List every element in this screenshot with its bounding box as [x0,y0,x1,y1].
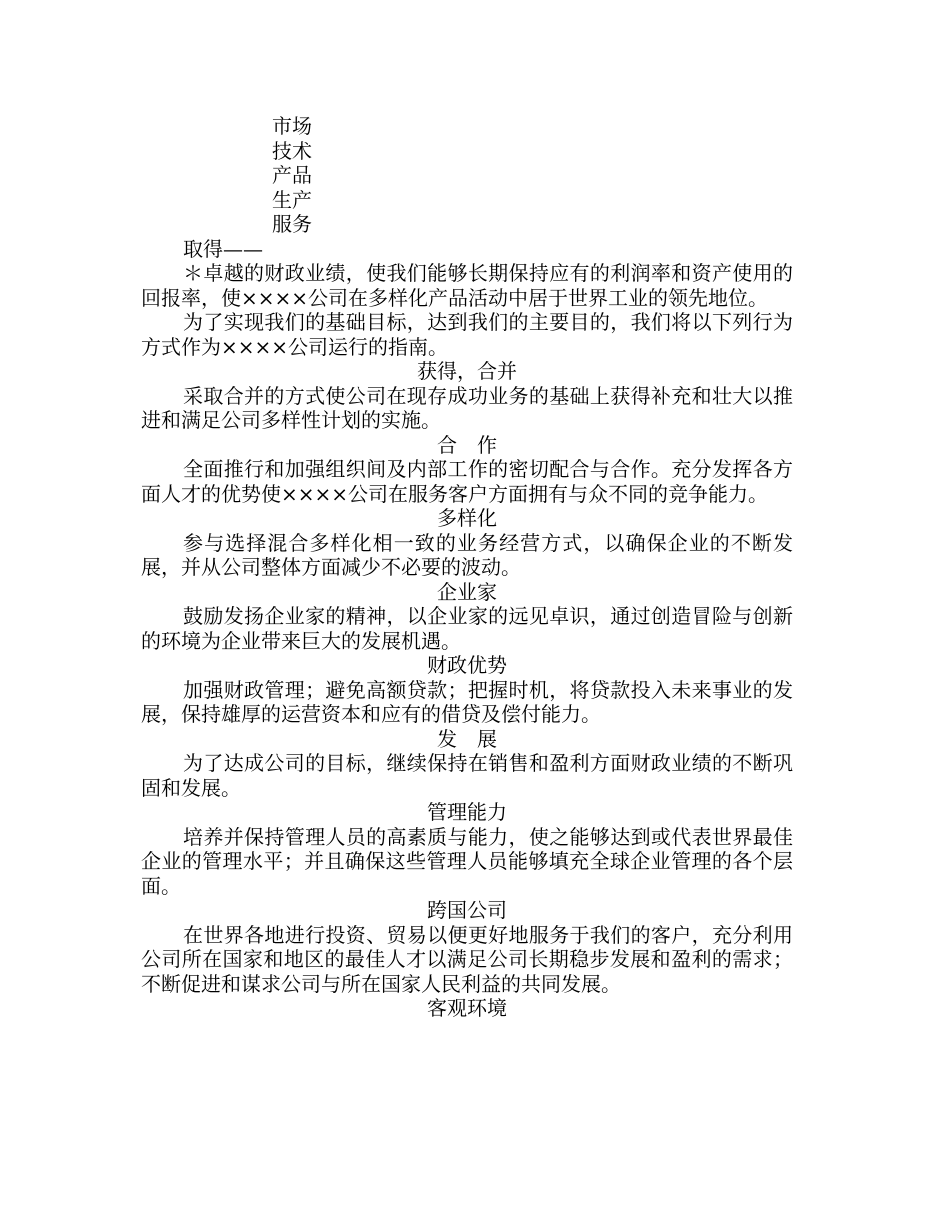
section-body: 为了达成公司的目标，继续保持在销售和盈利方面财政业绩的不断巩固和发展。 [141,751,793,800]
area-item: 生产 [272,187,312,212]
section-heading: 发 展 [437,726,497,751]
intro-paragraph: 为了实现我们的基础目标，达到我们的主要目的，我们将以下列行为方式作为××××公司运行的指南。 [141,310,793,359]
section-heading: 企业家 [437,579,497,604]
section-heading: 财政优势 [427,653,507,677]
section-heading: 获得，合并 [417,359,517,383]
section-body: 加强财政管理；避免高额贷款；把握时机，将贷款投入未来事业的发展，保持雄厚的运营资本和应有的借贷及偿付能力。 [141,677,793,726]
section-body: 参与选择混合多样化相一致的业务经营方式，以确保企业的不断发展，并从公司整体方面减少不必要的波动。 [141,530,793,579]
section-heading: 管理能力 [427,800,507,824]
section-heading: 客观环境 [427,996,507,1020]
section-body: 采取合并的方式使公司在现存成功业务的基础上获得补充和壮大以推进和满足公司多样性计划的实施。 [141,383,793,432]
section-heading: 多样化 [437,506,497,530]
lead-text: 取得—— [183,236,263,261]
area-item: 市场 [272,114,312,138]
area-item: 技术 [272,138,312,163]
section-body: 培养并保持管理人员的高素质与能力，使之能够达到或代表世界最佳企业的管理水平；并且确保这些管理人员能够填充全球企业管理的各个层面。 [141,824,793,898]
section-heading: 合 作 [437,432,497,457]
document-page [141,114,793,1021]
intro-paragraph: ＊卓越的财政业绩，使我们能够长期保持应有的利润率和资产使用的回报率，使××××公司在多样化产品活动中居于世界工业的领先地位。 [141,261,793,310]
section-body: 在世界各地进行投资、贸易以便更好地服务于我们的客户，充分利用公司所在国家和地区的最佳人才以满足公司长期稳步发展和盈利的需求；不断促进和谋求公司与所在国家人民利益的共同发展。 [141,922,793,996]
section-body: 鼓励发扬企业家的精神，以企业家的远见卓识，通过创造冒险与创新的环境为企业带来巨大的发展机遇。 [141,604,793,653]
area-item: 产品 [272,163,312,187]
section-body: 全面推行和加强组织间及内部工作的密切配合与合作。充分发挥各方面人才的优势使××××公司在服务客户方面拥有与众不同的竞争能力。 [141,457,793,506]
area-item: 服务 [272,212,312,236]
section-heading: 跨国公司 [427,898,507,922]
